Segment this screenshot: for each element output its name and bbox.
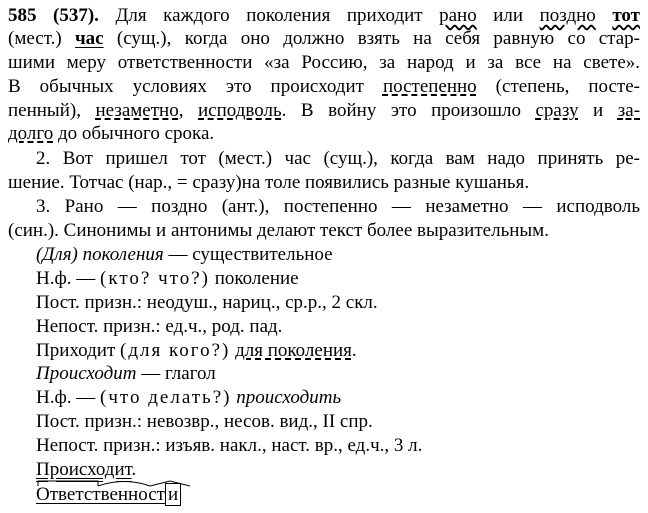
exercise-line-2: (мест.) час (сущ.), когда оно должно взять на себя равную со стар- bbox=[8, 28, 640, 49]
exercise-part-2-line-1: 2. Вот пришел тот (мест.) час (сущ.), когда вам надо принять ре- bbox=[36, 148, 640, 169]
analysis-noun-constant-features: Пост. призн.: неодуш., нариц., ср.р., 2 скл. bbox=[36, 292, 378, 313]
analysis-noun-variable-features: Непост. призн.: ед.ч., род. пад. bbox=[36, 316, 283, 337]
analysis-verb-variable-features: Непост. призн.: изъяв. накл., наст. вр., ед.ч., 3 л. bbox=[36, 435, 423, 456]
exercise-number: 585 (537). bbox=[8, 5, 99, 26]
analysis-noun-heading: (Для) поколения — существительное bbox=[36, 244, 333, 265]
word-ispodvol: исподволь bbox=[198, 100, 282, 121]
analysis-noun-initial-form: Н.ф. — (кто? что?) поколение bbox=[36, 268, 299, 289]
analysis-verb-heading: Происходит — глагол bbox=[36, 363, 216, 384]
exercise-part-2-line-2: шение. Тотчас (нар., = сразу)на толе появились разные кушанья. bbox=[8, 172, 530, 193]
analysis-verb-constant-features: Пост. призн.: невозвр., несов. вид., II спр. bbox=[36, 411, 373, 432]
analysis-verb-initial-form: Н.ф. — (что делать?) происходить bbox=[36, 387, 342, 408]
exercise-line-3: шими меру ответственности «за Россию, за народ и за все на свете». bbox=[8, 52, 640, 73]
exercise-line-6: долго до обычного срока. bbox=[8, 123, 215, 144]
word-composition-analysis: Ответственност и bbox=[36, 483, 640, 506]
exercise-line-5: пенный), незаметно, исподволь. В войну это произошло сразу и за- bbox=[8, 100, 641, 121]
word-tot: тот bbox=[612, 5, 640, 26]
exercise-line-1: 585 (537). Для каждого поколения приходит рано или поздно тот bbox=[8, 5, 640, 26]
word-pozdno: поздно bbox=[539, 5, 596, 26]
analysis-noun-syntax-role: Приходит (для кого?) для поколения. bbox=[36, 340, 357, 361]
word-srazu: сразу bbox=[535, 100, 579, 121]
word-zadolgo-part1: за- bbox=[617, 100, 641, 121]
analysis-verb-syntax-role: Происходит. bbox=[36, 459, 137, 480]
word-postepenno: постепенно bbox=[382, 76, 477, 97]
exercise-part-3-line-1: 3. Рано — поздно (ант.), постепенно — незаметно — исподволь bbox=[36, 196, 640, 217]
word-nezametno: незаметно bbox=[95, 100, 179, 121]
exercise-line-4: В обычных условиях это происходит постепенно (степень, посте- bbox=[8, 76, 640, 97]
ending-box: и bbox=[165, 483, 181, 506]
word-zadolgo-part2: долго bbox=[8, 123, 54, 144]
word-rano: рано bbox=[439, 5, 477, 26]
morpheme-marks bbox=[36, 479, 206, 487]
word-chas: час bbox=[74, 28, 104, 49]
exercise-part-3-line-2: (син.). Синонимы и антонимы делают текст более выразительным. bbox=[8, 220, 549, 241]
